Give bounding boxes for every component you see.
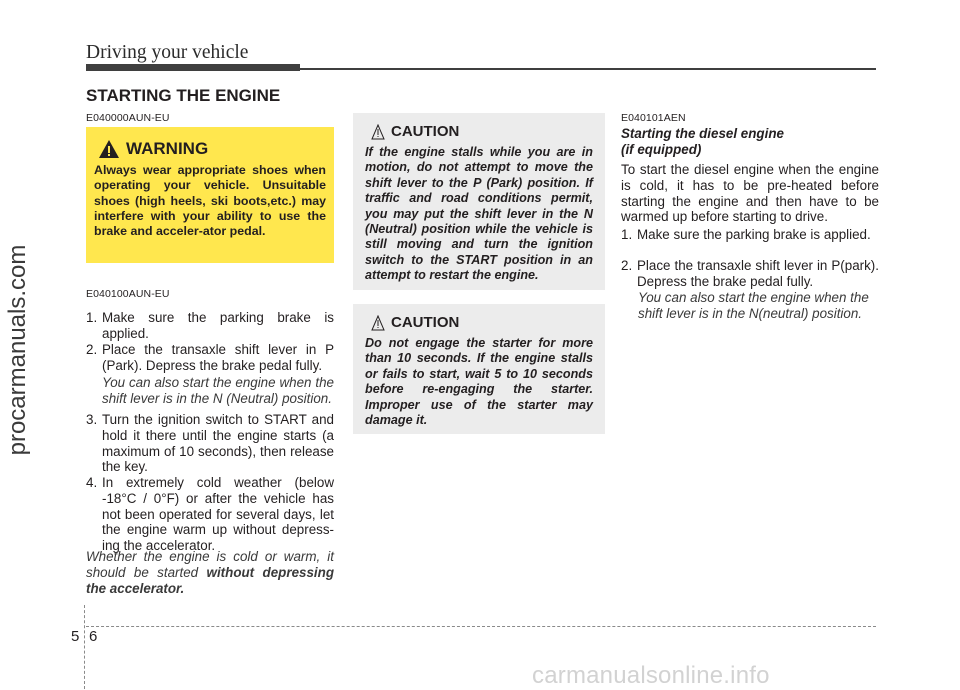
step-number: 1. [621, 227, 633, 242]
procedure-code: E040100AUN-EU [86, 288, 170, 300]
warning-box [86, 127, 334, 263]
diesel-intro: To start the diesel engine when the engine is cold, it has to be pre-heated before starting the engine and then have to be warmed up before starting to drive. [621, 162, 879, 225]
step-text: Turn the ignition switch to START and hold it there until the engine starts (a maximum of 10 seconds), then release the key. [102, 412, 334, 475]
closing-note [86, 549, 334, 596]
chapter-number: 5 [71, 628, 80, 645]
warning-title: WARNING [126, 139, 209, 158]
warning-text: Always wear appropriate shoes when operating your vehicle. Unsuitable shoes (high heels, ski boots,etc.) may interfere with your ability to use the brake and acceler-ator pedal. [94, 163, 326, 239]
diesel-subheading-line2: (if equipped) [621, 141, 702, 157]
step-number: 2. [621, 258, 633, 273]
step-number: 1. [86, 310, 98, 325]
step-number: 4. [86, 475, 98, 490]
step-item [86, 475, 334, 554]
diesel-note: You can also start the engine when the shift lever is in the N(neutral) position. [638, 290, 869, 321]
caution-title: CAUTION [391, 314, 460, 331]
warning-header [98, 139, 326, 159]
step-number: 2. [86, 342, 98, 357]
caution-header [371, 314, 593, 331]
step-number: 3. [86, 412, 98, 427]
step-text: Make sure the parking brake is applied. [102, 310, 334, 341]
caution-text: Do not engage the starter for more than 10 seconds. If the engine stalls or fails to start, wait 5 to 10 seconds before re-engaging the starter. Improper use of the starter may damage it. [365, 336, 593, 428]
header-rule-thin [300, 68, 876, 70]
section-heading: STARTING THE ENGINE [86, 86, 281, 105]
side-watermark-text: procarmanuals.com [4, 244, 31, 456]
step-text: Place the transaxle shift lever in P (Park). Depress the brake pedal fully. [102, 342, 334, 373]
step-text: In extremely cold weather (below -18°C / 0°F) or after the vehicle has not been operated for several days, let the engine warm up without depress-ing the accelerator. [102, 475, 334, 554]
side-watermark [0, 180, 36, 520]
diesel-subheading-line1: Starting the diesel engine [621, 126, 784, 141]
footer-divider [84, 605, 85, 689]
caution-triangle-icon [371, 315, 385, 331]
step-note: You can also start the engine when the shift lever is in the N (Neutral) position. [102, 375, 334, 406]
step-item [86, 412, 334, 475]
footer-rule [86, 626, 876, 627]
warning-triangle-icon [98, 139, 120, 159]
caution-box-starter [353, 304, 605, 434]
diesel-subheading [621, 126, 879, 157]
caution-box-stall [353, 113, 605, 290]
caution-text: If the engine stalls while you are in motion, do not attempt to move the shift lever to the P (Park) position. If traffic and road conditions permit, you may put the shift lever in the N (Neutral) position while the vehicle is still moving and turn the ignition switch to the START position in an attempt to restart the engine. [365, 145, 593, 283]
bottom-watermark: carmanualsonline.info [532, 662, 770, 689]
diesel-step-item [621, 258, 879, 290]
step-item [86, 342, 334, 374]
step-item [86, 310, 334, 342]
closing-note-prefix: Whether the engine is cold or warm, it should be started [86, 549, 334, 580]
page-header-title: Driving your vehicle [86, 42, 249, 63]
section-code: E040000AUN-EU [86, 112, 170, 124]
page-number: 6 [89, 628, 98, 645]
step-text: Make sure the parking brake is applied. [637, 227, 871, 242]
step-text: Place the transaxle shift lever in P(park). Depress the brake pedal fully. [637, 258, 879, 289]
closing-note-emphasis: without depressing the accelerator. [86, 564, 334, 596]
caution-triangle-icon [371, 124, 385, 140]
diesel-section-code: E040101AEN [621, 112, 686, 124]
header-rule-thick [86, 64, 300, 71]
caution-title: CAUTION [391, 123, 460, 140]
diesel-step-item [621, 227, 879, 243]
caution-header [371, 123, 593, 140]
